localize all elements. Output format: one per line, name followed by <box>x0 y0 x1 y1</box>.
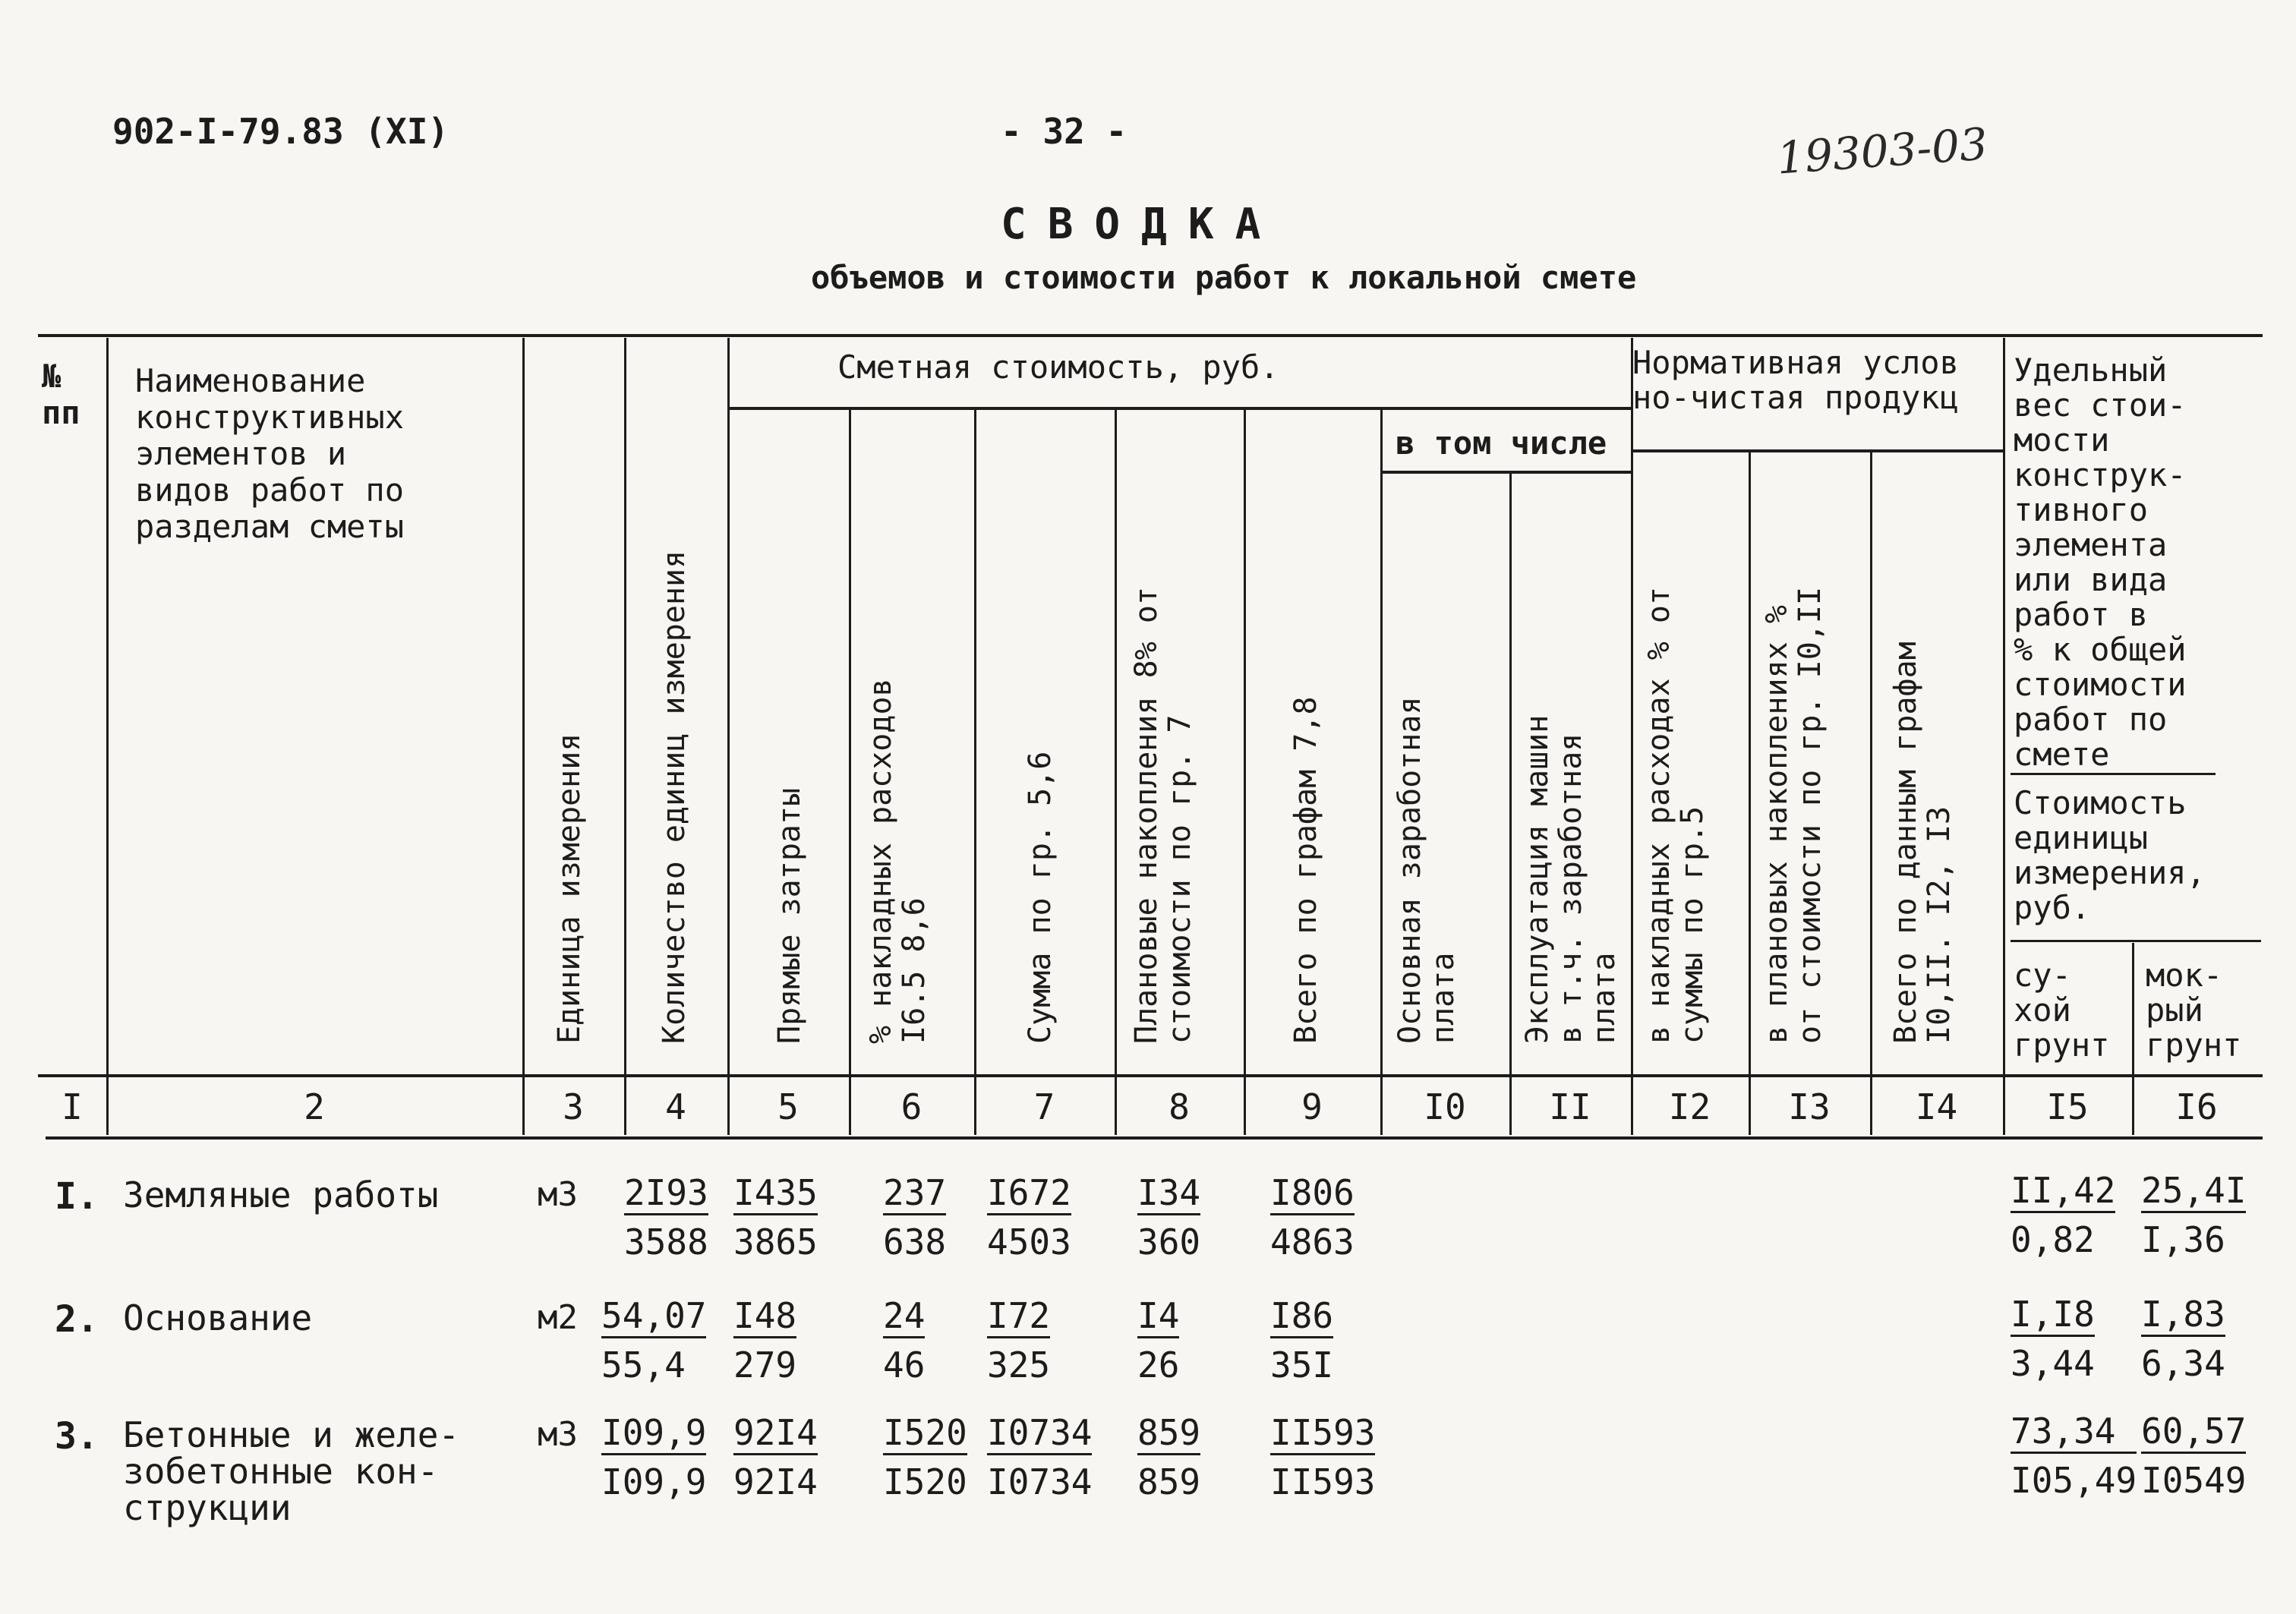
header-total-7-8: Всего по графам 7,8 <box>1288 696 1323 1044</box>
cell-total: $\frac{I86}{35I}$ <box>1270 1295 1334 1385</box>
column-number: I4 <box>1915 1086 1958 1127</box>
row-number: 3. <box>55 1415 99 1458</box>
cell-wet-soil: $\frac{I,83}{6,34}$ <box>2141 1294 2225 1384</box>
cell-direct-costs: $\frac{92I4}{92I4}$ <box>733 1412 818 1502</box>
header-sum-5-6: Сумма по гр. 5,6 <box>1023 751 1058 1044</box>
cell-direct-costs: $\frac{I48}{279}$ <box>733 1295 797 1385</box>
header-share-weight: Удельный вес стои- мости конструк- тивного элемента или вида работ в % к общей стоимости работ по смете <box>2014 351 2187 773</box>
header-machine-operation: Эксплуатация машин в т.ч. заработная плата <box>1520 714 1622 1044</box>
column-number: 7 <box>1033 1086 1055 1127</box>
header-work-name: Наименование конструктивных элементов и видов работ по разделам сметы <box>135 362 405 545</box>
column-number: I0 <box>1424 1086 1466 1127</box>
column-number: 9 <box>1301 1086 1323 1127</box>
header-net-total: Всего по данным графам I0,II. I2, I3 <box>1888 642 1957 1044</box>
row-unit: м3 <box>538 1415 578 1454</box>
column-number: I6 <box>2175 1086 2218 1127</box>
header-including: в том числе <box>1396 424 1607 462</box>
header-estimated-cost: Сметная стоимость, руб. <box>837 348 1279 386</box>
header-unit: Единица измерения <box>552 733 587 1044</box>
handwritten-number: 19303-03 <box>1774 118 1989 184</box>
column-number: 3 <box>563 1086 584 1127</box>
cell-overhead: $\frac{I520}{I520}$ <box>883 1412 967 1502</box>
header-direct-costs: Прямые затраты <box>772 787 807 1044</box>
header-quantity: Количество единиц измерения <box>657 550 692 1044</box>
cell-dry-soil: $\frac{73,34}{I05,49}$ <box>2011 1411 2137 1501</box>
row-number: I. <box>55 1175 99 1218</box>
column-number: 4 <box>665 1086 686 1127</box>
column-number: I <box>62 1086 83 1127</box>
page-number: - 32 - <box>1001 111 1128 152</box>
page-title: СВОДКА <box>1001 200 1282 249</box>
cell-planned-savings: $\frac{I4}{26}$ <box>1137 1295 1180 1385</box>
document-code: 902-I-79.83 (XI) <box>112 111 449 152</box>
row-name: Основание <box>123 1297 313 1338</box>
column-number: 8 <box>1168 1086 1190 1127</box>
row-unit: м2 <box>538 1298 578 1337</box>
cell-overhead: $\frac{237}{638}$ <box>883 1172 947 1263</box>
column-number: II <box>1549 1086 1591 1127</box>
header-planned-savings: Плановые накопления 8% от стоимости по гр. 7 <box>1129 586 1197 1044</box>
row-name: Бетонные и желе- зобетонные кон- струкции <box>123 1414 460 1528</box>
header-base-salary: Основная заработная плата <box>1392 696 1461 1044</box>
row-number: 2. <box>55 1298 99 1341</box>
cell-quantity: $\frac{54,07}{55,4}$ <box>601 1295 707 1385</box>
header-row-number: № пп <box>42 358 80 431</box>
row-name: Земляные работы <box>123 1174 439 1215</box>
cell-direct-costs: $\frac{I435}{3865}$ <box>733 1172 818 1263</box>
column-number: I5 <box>2046 1086 2089 1127</box>
cell-planned-savings: $\frac{859}{859}$ <box>1137 1412 1201 1502</box>
column-number: I2 <box>1668 1086 1711 1127</box>
page-subtitle: объемов и стоимости работ к локальной смете <box>811 259 1637 296</box>
cell-sum: $\frac{I0734}{I0734}$ <box>987 1412 1093 1502</box>
row-unit: м3 <box>538 1175 578 1214</box>
cell-wet-soil: $\frac{25,4I}{I,36}$ <box>2141 1170 2247 1260</box>
header-dry-soil: су- хой грунт <box>2014 957 2110 1064</box>
header-unit-cost: Стоимость единицы измерения, руб. <box>2014 784 2206 926</box>
cell-wet-soil: $\frac{60,57}{I0549}$ <box>2141 1411 2247 1501</box>
cell-dry-soil: $\frac{I,I8}{3,44}$ <box>2011 1294 2095 1384</box>
cell-quantity: $\frac{2I93}{3588}$ <box>624 1172 708 1263</box>
cell-dry-soil: $\frac{II,42}{0,82}$ <box>2011 1170 2116 1260</box>
header-overhead-percent: % накладных расходов I6.5 8,6 <box>863 678 932 1044</box>
header-net-product: Нормативная услов но-чистая продукц <box>1632 344 1959 416</box>
header-wet-soil: мок- рый грунт <box>2146 957 2242 1064</box>
column-number: I3 <box>1788 1086 1831 1127</box>
cell-total: $\frac{I806}{4863}$ <box>1270 1172 1355 1263</box>
cell-quantity: $\frac{I09,9}{I09,9}$ <box>601 1412 707 1502</box>
cell-planned-savings: $\frac{I34}{360}$ <box>1137 1172 1201 1263</box>
header-net-overhead: в накладных расходах % от суммы по гр.5 <box>1642 586 1710 1044</box>
cell-overhead: $\frac{24}{46}$ <box>883 1295 926 1385</box>
cell-sum: $\frac{I672}{4503}$ <box>987 1172 1071 1263</box>
column-number: 2 <box>304 1086 325 1127</box>
header-net-savings: в плановых накоплениях % от стоимости по гр. I0,II <box>1759 586 1828 1044</box>
column-number: 5 <box>777 1086 799 1127</box>
column-number: 6 <box>900 1086 922 1127</box>
cell-sum: $\frac{I72}{325}$ <box>987 1295 1051 1385</box>
cell-total: $\frac{II593}{II593}$ <box>1270 1412 1376 1502</box>
